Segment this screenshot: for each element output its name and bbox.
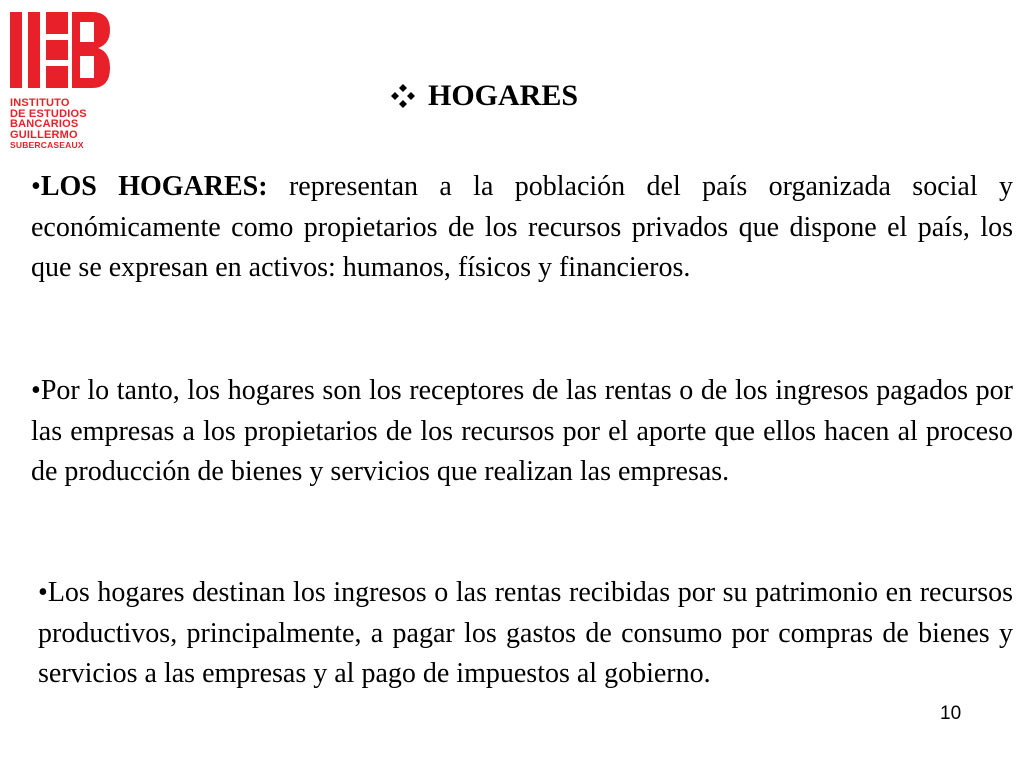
- logo-line: SUBERCASEAUX: [10, 140, 84, 150]
- four-diamond-icon: [390, 83, 416, 109]
- paragraph-text: Los hogares destinan los ingresos o las rentas recibidas por su patrimonio en recursos productivos, principalmente, a pagar los gastos de consumo por compras de bienes y servicios a las empresas y al pago de impuestos al gobierno.: [38, 577, 1013, 689]
- paragraph-text: Por lo tanto, los hogares son los receptores de las rentas o de los ingresos pagados por las empresas a los propietarios de los recursos por el aporte que ellos hacen al proceso de producción de bienes y servicios que realizan las empresas.: [31, 375, 1013, 487]
- logo-mark-icon: [10, 12, 112, 88]
- institute-logo: [10, 12, 112, 160]
- slide-title-text: HOGARES: [428, 79, 579, 112]
- logo-text: [10, 98, 112, 150]
- bullet: •: [31, 171, 41, 202]
- bullet: •: [31, 375, 41, 406]
- bold-lead: LOS HOGARES:: [40, 171, 268, 202]
- slide-title: [390, 76, 578, 116]
- paragraph-destinan: [38, 573, 1013, 695]
- logo-line: DE ESTUDIOS: [10, 107, 87, 120]
- page-number: 10: [940, 703, 962, 724]
- paragraph-por-lo-tanto: [31, 371, 1013, 493]
- paragraph-text: representan a la población del país organizada social y económicamente como propietarios de los recursos privados que dispone el país, los que se expresan en activos: humanos, físicos y financieros.: [31, 171, 1013, 283]
- logo-line: INSTITUTO: [10, 97, 70, 109]
- logo-line: BANCARIOS: [10, 118, 79, 130]
- paragraph-los-hogares: [31, 167, 1013, 289]
- bullet: •: [38, 577, 48, 608]
- logo-line: GUILLERMO: [10, 128, 78, 141]
